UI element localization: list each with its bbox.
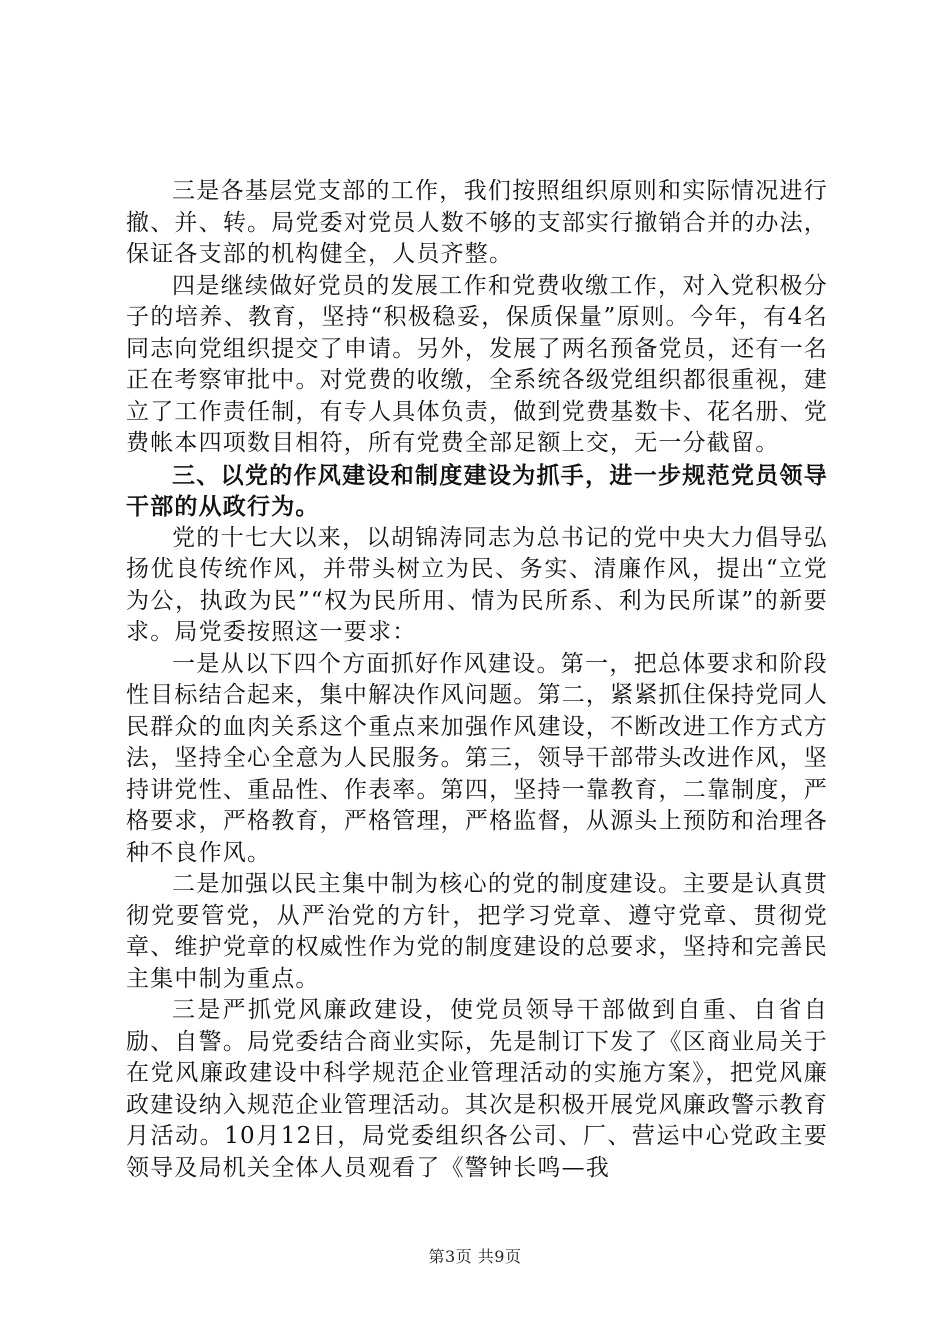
paragraph-system-building: 二是加强以民主集中制为核心的党的制度建设。主要是认真贯彻党要管党，从严治党的方针，把学习党章、遵守党章、贯彻党章、维护党章的权威性作为党的制度建设的总要求，坚持和完善民主集中制为重点。	[126, 871, 828, 992]
paragraph-branch-work: 三是各基层党支部的工作，我们按照组织原则和实际情况进行撤、并、转。局党委对党员人数不够的支部实行撤销合并的办法，保证各支部的机构健全，人员齐整。	[126, 178, 828, 267]
paragraph-style-building: 一是从以下四个方面抓好作风建设。第一，把总体要求和阶段性目标结合起来，集中解决作风问题。第二，紧紧抓住保持党同人民群众的血肉关系这个重点来加强作风建设，不断改进工作方式方法，坚持全心全意为人民服务。第三，领导干部带头改进作风，坚持讲党性、重品性、作表率。第四，坚持一靠教育，二靠制度，严格要求，严格教育，严格管理，严格监督，从源头上预防和治理各种不良作风。	[126, 650, 828, 866]
page-footer: 第3页 共9页	[428, 1247, 522, 1266]
paragraph-clean-government: 三是严抓党风廉政建设，使党员领导干部做到自重、自省自励、自警。局党委结合商业实际，先是制订下发了《区商业局关于在党风廉政建设中科学规范企业管理活动的实施方案》，把党风廉政建设纳入规范企业管理活动。其次是积极开展党风廉政警示教育月活动。10月12日，局党委组织各公司、厂、营运中心党政主要领导及局机关全体人员观看了《警钟长鸣—我	[126, 997, 828, 1181]
document-body	[126, 176, 828, 1184]
section-heading-three: 三、以党的作风建设和制度建设为抓手，进一步规范党员领导干部的从政行为。	[126, 461, 828, 520]
paragraph-seventeenth-congress: 党的十七大以来，以胡锦涛同志为总书记的党中央大力倡导弘扬优良传统作风，并带头树立为民、务实、清廉作风，提出“立党为公，执政为民”“权为民所用、情为民所系、利为民所谋”的新要求。局党委按照这一要求：	[126, 524, 828, 645]
paragraph-member-development: 四是继续做好党员的发展工作和党费收缴工作，对入党积极分子的培养、教育，坚持“积极稳妥，保质保量”原则。今年，有4名同志向党组织提交了申请。另外，发展了两名预备党员，还有一名正在考察审批中。对党费的收缴，全系统各级党组织都很重视，建立了工作责任制，有专人具体负责，做到党费基数卡、花名册、党费帐本四项数目相符，所有党费全部足额上交，无一分截留。	[126, 272, 828, 456]
